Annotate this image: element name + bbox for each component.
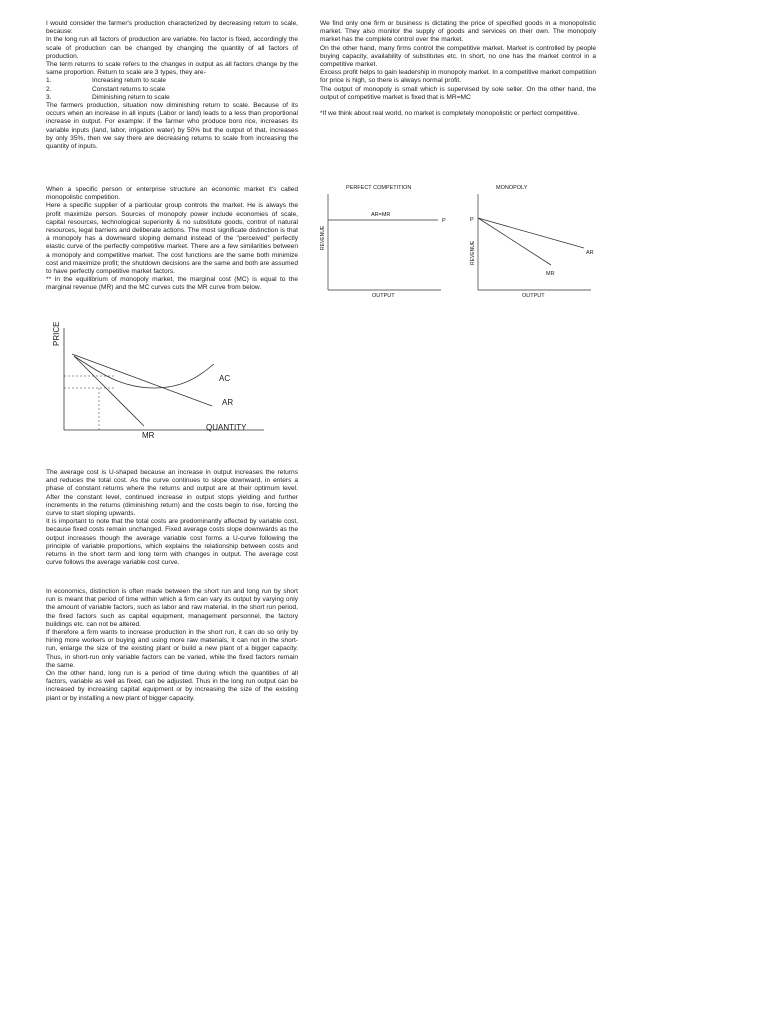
graph-xlabel: OUTPUT	[522, 293, 545, 299]
mr-line	[478, 218, 551, 265]
paragraph: On the other hand, many firms control the competitive market. Market is controlled by people buying capacity, availability of substitutes etc. In short, no one has the market control in a competitive market.	[320, 44, 596, 69]
monopoly-graph	[466, 180, 606, 300]
ar-label: AR	[222, 398, 234, 407]
left-block-monopoly	[46, 186, 298, 293]
left-block-short-long-run	[46, 588, 298, 703]
price-label: P	[470, 217, 474, 223]
ar-line	[478, 218, 584, 248]
returns-list	[46, 77, 298, 102]
paragraph: Excess profit helps to gain leadership in monopoly market. In a competitive market competition for price is high, so there is always normal profit.	[320, 69, 596, 85]
left-block-average-cost	[46, 469, 298, 567]
mr-label: MR	[546, 271, 555, 277]
mr-curve	[74, 356, 144, 426]
paragraph: The output of monopoly is small which is supervised by sole seller. On the other hand, the output of competitive market is fixed that is MR=MC	[320, 85, 596, 101]
paragraph: On the other hand, long run is a period of time during which the quantities of all factors, variable as well as fixed, can be adjusted. Thus in the long run output can be increased by increasing capital equipment or by increasing the size of the existing plant or by installing a new plant of bigger capacity.	[46, 670, 298, 702]
graph-ylabel: REVENUE	[470, 240, 476, 265]
paragraph: ** In the equilibrium of monopoly market, the marginal cost (MC) is equal to the marginal revenue (MR) and the MC curves cuts the MR curve from below.	[46, 276, 298, 292]
graph-xlabel: OUTPUT	[372, 293, 395, 299]
ac-label: AC	[219, 374, 231, 383]
paragraph: The farmers production, situation now diminishing return to scale. Because of its occurs when an increase in all inputs (Labor or land) leads to a less than proportional increase in output. For example: if the farmer who produce boro rice, increases its variable inputs (land, labor, irrigation water) by 50% but the output of that, increases by only 35%, then we say there are decreasing returns to scale from increasing the quantity of inputs.	[46, 102, 298, 151]
price-label: P	[442, 218, 446, 224]
graph-title: PERFECT COMPETITION	[346, 185, 412, 191]
paragraph: The average cost is U-shaped because an increase in output increases the returns and reduces the total cost. As the curve continues to slope downward, in enters a phase of constant returns where the returns and output are at their optimum level. After the constant level, continued increase in output stops yielding and further increments in the returns (diminishing return) and the costs begin to rise, forcing the curve to start sloping upwards.	[46, 469, 298, 518]
cost-curve-graph	[44, 316, 274, 446]
paragraph: In economics, distinction is often made between the short run and long run by short run is meant that period of time within which a firm can vary its output by varying only the amount of variable factors, such as labor and raw material. In the short run period, the fixed factors such as capital equipment, management personnel, the factory buildings etc. can not be altered.	[46, 588, 298, 628]
paragraph: *If we think about real world, no market is completely monopolistic or perfect competitive.	[320, 110, 580, 118]
right-block-market-comparison	[320, 20, 596, 118]
graph-title: MONOPOLY	[496, 185, 528, 191]
graph-ylabel: REVENUE	[320, 225, 326, 250]
paragraph: When a specific person or enterprise structure an economic market it's called monopolistic competition.	[46, 186, 298, 202]
graph-ylabel: PRICE	[52, 321, 61, 346]
paragraph: The term returns to scale refers to the changes in output as all factors change by the same proportion. Return to scale are 3 types, they are-	[46, 61, 298, 77]
line-label: AR=MR	[371, 212, 391, 218]
ac-curve	[74, 356, 214, 388]
paragraph: In the long run all factors of production are variable. No factor is fixed, accordingly the scale of production can be changed by changing the quantity of all factors of production.	[46, 36, 298, 60]
list-item: 3. Diminishing return to scale	[46, 93, 170, 101]
mr-label: MR	[142, 431, 155, 440]
xlabel: QUANTITY	[206, 423, 247, 432]
ar-label: AR	[586, 250, 594, 256]
perfect-competition-graph	[316, 180, 456, 300]
paragraph: If therefore a firm wants to increase production in the short run, it can do so only by hiring more workers or buying and using more raw materials, it can not in the short-run, enlarge the size of the existing plant or build a new plant of a bigger capacity. Thus, in short-run only variable factors can be varied, while the fixed factors remain the same.	[46, 629, 298, 669]
left-block-returns-to-scale	[46, 20, 298, 151]
paragraph: Here a specific supplier of a particular group controls the market. He is always the profit maximize person. Sources of monopoly power include economies of scale, capital resources, technological superiority & no substitute goods, control of natural resources, legal barriers and deliberate actions. The most significate distinction is that a monopoly has a downward sloping demand instead of the "perceived" perfectly elastic curve of the perfectly competitive market. There are a few similarities between a monopoly and competitive market. The cost functions are the same both minimize cost and maximize profit; the shutdown decisions are the same and both are assumed to have perfectly competitive market factors.	[46, 202, 298, 276]
paragraph: We find only one firm or business is dictating the price of specified goods in a monopolistic market. They also monitor the supply of goods and services on their own. The monopoly market has the complete control over the market.	[320, 20, 596, 44]
list-item: 1. Increasing return to scale	[46, 77, 167, 85]
list-item: 2. Constant returns to scale	[46, 85, 166, 93]
paragraph: I would consider the farmer's production characterized by decreasing return to scale, because:	[46, 20, 298, 36]
paragraph: It is important to note that the total costs are predominantly affected by variable cost, because fixed costs remain unchanged. Fixed average costs slope downwards as the output increases though the average variable cost forms a U-curve following the principle of variable proportions, which explains the relationship between costs and returns in the short term and long term with changes in output. The average cost curve follows the average variable cost curve.	[46, 518, 298, 567]
